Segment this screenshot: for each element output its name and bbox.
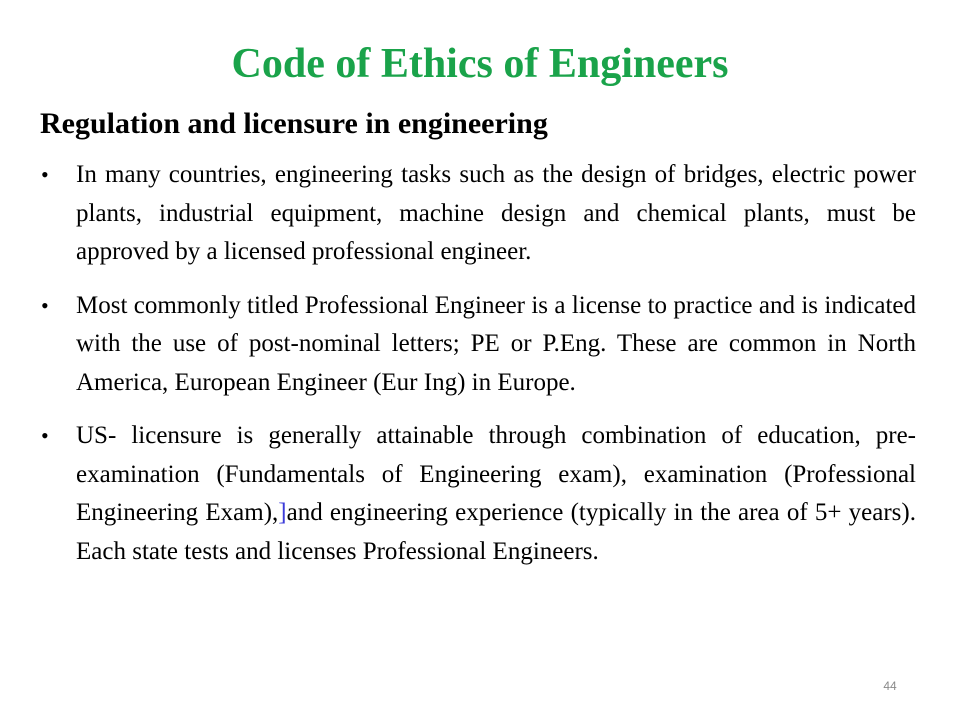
bullet-text: US- licensure is generally attainable through combination of education, pre-examination (Fundamentals of Engineering exam), examination (Professional Engineering Exam), — [76, 422, 916, 526]
bullet-text: In many countries, engineering tasks such as the design of bridges, electric power plants, industrial equipment, machine design and chemical plants, must be approved by a licensed professional engineer. — [76, 161, 916, 265]
bullet-icon: • — [41, 292, 49, 318]
bullet-list — [40, 156, 916, 586]
bullet-item-3 — [40, 417, 916, 571]
slide-title: Code of Ethics of Engineers — [231, 41, 729, 87]
bullet-icon: • — [41, 162, 49, 187]
bullet-item-1 — [40, 156, 916, 272]
bullet-item-2 — [40, 287, 916, 403]
bullet-text-continued: and engineering experience (typically in the area of 5+ years). Each state tests and licenses Professional Engineers. — [76, 499, 916, 565]
bullet-text: Most commonly titled Professional Engineer is a license to practice and is indicated with the use of post-nominal letters; PE or P.Eng. These are common in North America, European Engineer (Eur Ing) in Europe. — [76, 291, 916, 396]
section-heading: Regulation and licensure in engineering — [40, 107, 548, 140]
reference-link[interactable]: ] — [278, 499, 287, 526]
bullet-icon: • — [41, 423, 49, 448]
page-number: 44 — [883, 679, 897, 693]
